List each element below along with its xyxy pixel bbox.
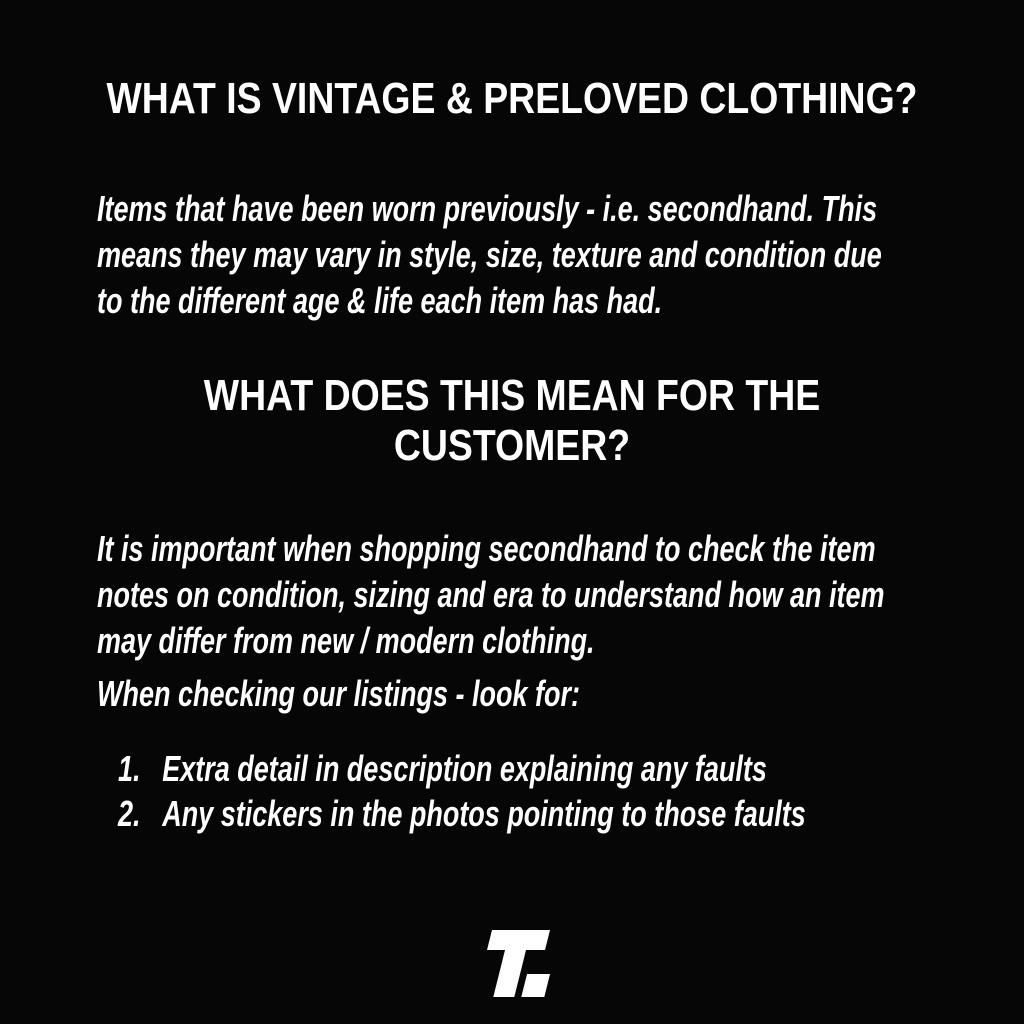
customer-heading — [204, 371, 820, 471]
checklist-item-1-text: Extra detail in description explaining any faults — [162, 748, 767, 789]
checklist-item-2 — [118, 791, 806, 836]
intro-line-3: to the different age & life each item has had. — [97, 280, 663, 321]
customer-line-2: notes on condition, sizing and era to understand how an item — [97, 574, 885, 615]
intro-line-2: means they may vary in style, size, texture and condition due — [97, 234, 882, 275]
checklist-item-2-number: 2. — [118, 793, 141, 834]
t-logo-icon — [472, 930, 552, 998]
listings-intro-text: When checking our listings - look for: — [97, 673, 581, 714]
checklist — [118, 746, 806, 836]
main-heading-text: WHAT IS VINTAGE & PRELOVED CLOTHING? — [106, 74, 918, 123]
checklist-item-1 — [118, 746, 806, 791]
brand-logo — [472, 930, 552, 998]
checklist-item-1-number: 1. — [118, 748, 141, 789]
customer-heading-line-1: WHAT DOES THIS MEAN FOR THE — [203, 371, 821, 420]
intro-paragraph — [97, 186, 882, 324]
customer-line-3: may differ from new / modern clothing. — [97, 620, 595, 661]
listings-intro — [97, 671, 580, 717]
t-period — [521, 974, 550, 997]
intro-line-1: Items that have been worn previously - i.e. secondhand. This — [97, 188, 878, 229]
checklist-item-2-text: Any stickers in the photos pointing to those faults — [162, 793, 806, 834]
main-heading — [106, 74, 917, 124]
customer-line-1: It is important when shopping secondhand to check the item — [97, 528, 876, 569]
customer-heading-line-2: CUSTOMER? — [393, 421, 631, 470]
customer-paragraph — [97, 526, 885, 664]
